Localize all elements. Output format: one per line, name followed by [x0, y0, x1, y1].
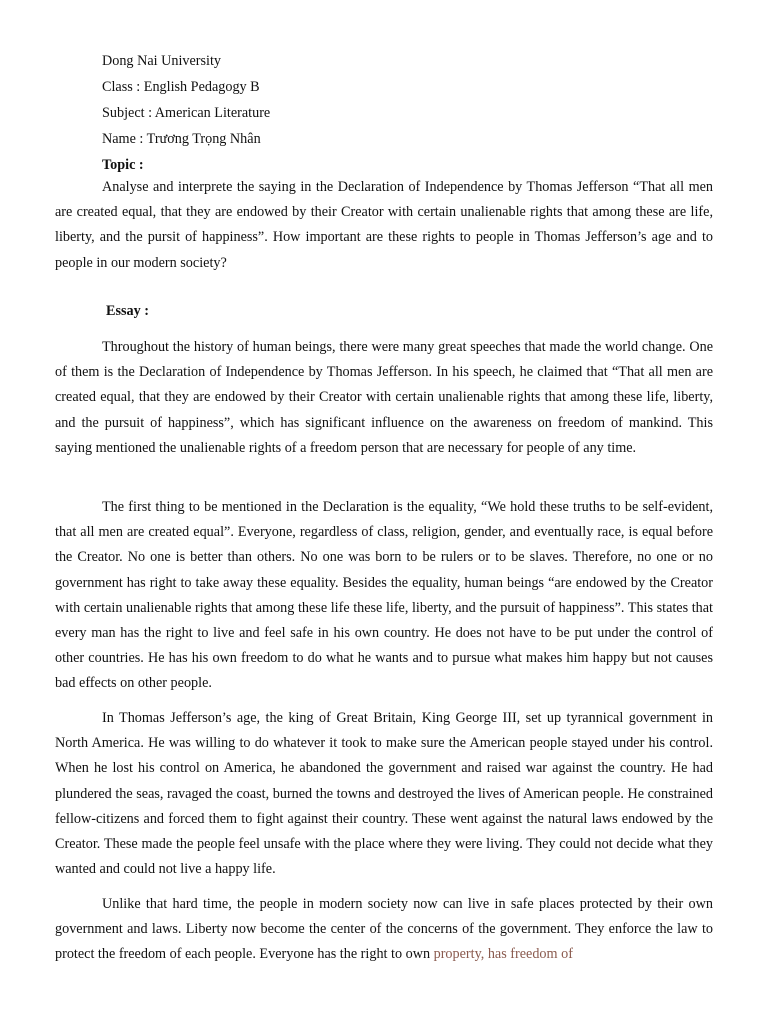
topic-label: Topic : [102, 157, 144, 173]
essay-paragraph-4 [55, 892, 713, 968]
essay-paragraph-3: In Thomas Jefferson’s age, the king of Great Britain, King George III, set up tyrannical government in North America. He was willing to do whatever it took to make sure the American people stayed under his control. When he lost his control on America, he abandoned the government and raised war against the country. He had plundered the seas, ravaged the coast, burned the towns and destroyed the lives of American people. He constrained fellow-citizens and forced them to fight against their country. These went against the natural laws endowed by the Creator. These made the people feel unsafe with the place where they were living. They could not decide what they wanted and could not live a happy life. [55, 710, 713, 878]
essay-paragraph-2: The first thing to be mentioned in the Declaration is the equality, “We hold these truths to be self-evident, that all men are created equal”. Everyone, regardless of class, religion, gender, and eventually race, is equal before the Creator. No one is better than others. No one was born to be rulers or to be slaves. Therefore, no one or no government has right to take away these equality. Besides the equality, human beings “are endowed by the Creator with certain unalienable rights that among these life these life, liberty, and the pursuit of happiness”. This states that every man has the right to live and feel safe in his own country. He does not have to be put under the control of other countries. He has his own freedom to do what he wants and to pursue what makes him happy but not causes bad effects on other people. [55, 499, 713, 692]
university-line: Dong Nai University [102, 53, 222, 69]
topic-paragraph: Analyse and interprete the saying in the Declaration of Independence by Thomas Jefferson “That all men are created equal, that they are endowed by their Creator with certain unalienable rights that among these are life, liberty, and the pursit of happiness”. How important are these rights to people in Thomas Jefferson’s age and to people in our modern society? [55, 179, 713, 271]
student-name-line: Name : Trương Trọng Nhân [102, 131, 261, 147]
class-line: Class : English Pedagogy B [102, 79, 260, 95]
essay-paragraph-1: Throughout the history of human beings, there were many great speeches that made the world change. One of them is the Declaration of Independence by Thomas Jefferson. In his speech, he claimed that “That all men are created equal, that they are endowed by their Creator with certain unalienable rights that among these life, liberty, and the pursuit of happiness”, which has significant influence on the awareness on freedom of mankind. This saying mentioned the unalienable rights of a freedom person that are necessary for people of any time. [55, 339, 713, 456]
essay-paragraph-4-text: Unlike that hard time, the people in modern society now can live in safe places protected by their own government and laws. Liberty now become the center of the concerns of the government. They enforce the law to protect the freedom of each people. Everyone has the right to own [55, 896, 713, 963]
essay-label: Essay : [106, 303, 149, 319]
subject-line: Subject : American Literature [102, 105, 271, 121]
essay-paragraph-4-tinted-text: property, has freedom of [433, 946, 573, 963]
document-header [102, 48, 270, 178]
